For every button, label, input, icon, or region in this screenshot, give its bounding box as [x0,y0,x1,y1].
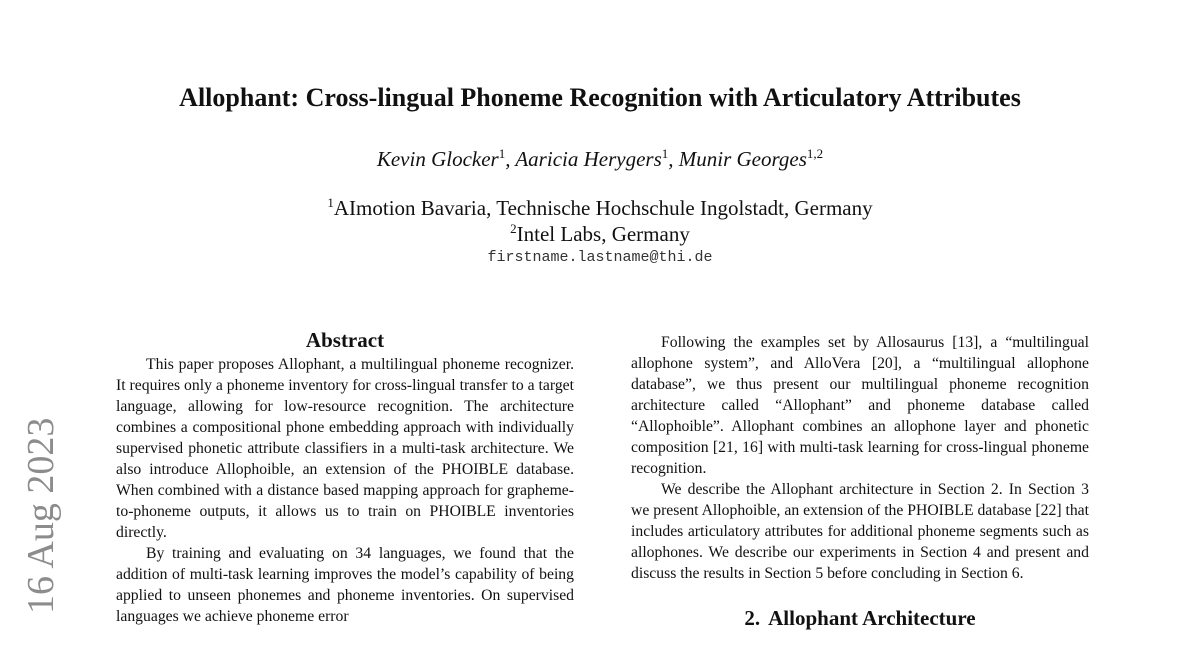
author-name: Kevin Glocker [376,147,499,171]
affiliation-mark: 1 [327,195,334,210]
section-heading [631,606,1089,630]
author-affiliation-mark: 1 [661,146,669,161]
right-column [631,332,1089,630]
abstract-heading: Abstract [305,328,385,352]
section-title: Allophant Architecture [768,606,976,630]
body-paragraph: We describe the Allophant architecture in Section 2. In Section 3 we present Allophoible, an extension of the PHOIBLE database [22] that includes articulatory attributes for additional phoneme segments such as allophones. We describe our experiments in Section 4 and present and discuss the results in Section 5 before concluding in Section 6. [631,481,1089,582]
body-paragraph: Following the examples set by Allosaurus [13], a “multilingual allophone system”, and AlloVera [20], a “multilingual allophone database”, we thus present our multilingual phoneme recognition architecture called “Allophant” and phoneme database called “Allophoible”. Allophant combines an allophone layer and phonetic composition [21, 16] with multi-task learning for cross-lingual phoneme recognition. [631,334,1089,477]
author-name: Munir Georges [678,147,807,171]
abstract-paragraph: This paper proposes Allophant, a multilingual phoneme recognizer. It requires only a phoneme inventory for cross-lingual transfer to a target language, allowing for low-resource recognition. The architecture combines a compositional phone embedding approach with individually supervised phonetic attribute classifiers in a multi-task architecture. We also introduce Allophoible, an extension of the PHOIBLE database. When combined with a distance based mapping approach for grapheme-to-phoneme outputs, it allows us to train on PHOIBLE inventories directly. [116,356,574,541]
arxiv-date-watermark: 16 Aug 2023 [20,417,62,615]
affiliation-text: AImotion Bavaria, Technische Hochschule Ingolstadt, Germany [333,196,873,220]
contact-email: firstname.lastname@thi.de [487,249,713,266]
affiliation-mark: 2 [510,221,517,236]
left-column [116,328,574,627]
author-affiliation-mark: 1 [498,146,506,161]
author-name: Aaricia Herygers [515,147,662,171]
abstract-paragraph: By training and evaluating on 34 languages, we found that the addition of multi-task learning improves the model’s capability of being applied to unseen phonemes and phoneme inventories. On supervised languages we achieve phoneme error [116,545,574,625]
affiliation-text: Intel Labs, Germany [516,222,690,246]
author-list: Kevin Glocker$^1$, Aaricia Herygers$^1$, Munir Georges$^{1,2}$ [376,146,824,171]
paper-title: Allophant: Cross-lingual Phoneme Recognition with Articulatory Attributes [179,83,1021,112]
affiliation-2 [0,216,1200,247]
author-affiliation-mark: 1,2 [806,146,824,161]
section-number: 2. [744,606,761,630]
